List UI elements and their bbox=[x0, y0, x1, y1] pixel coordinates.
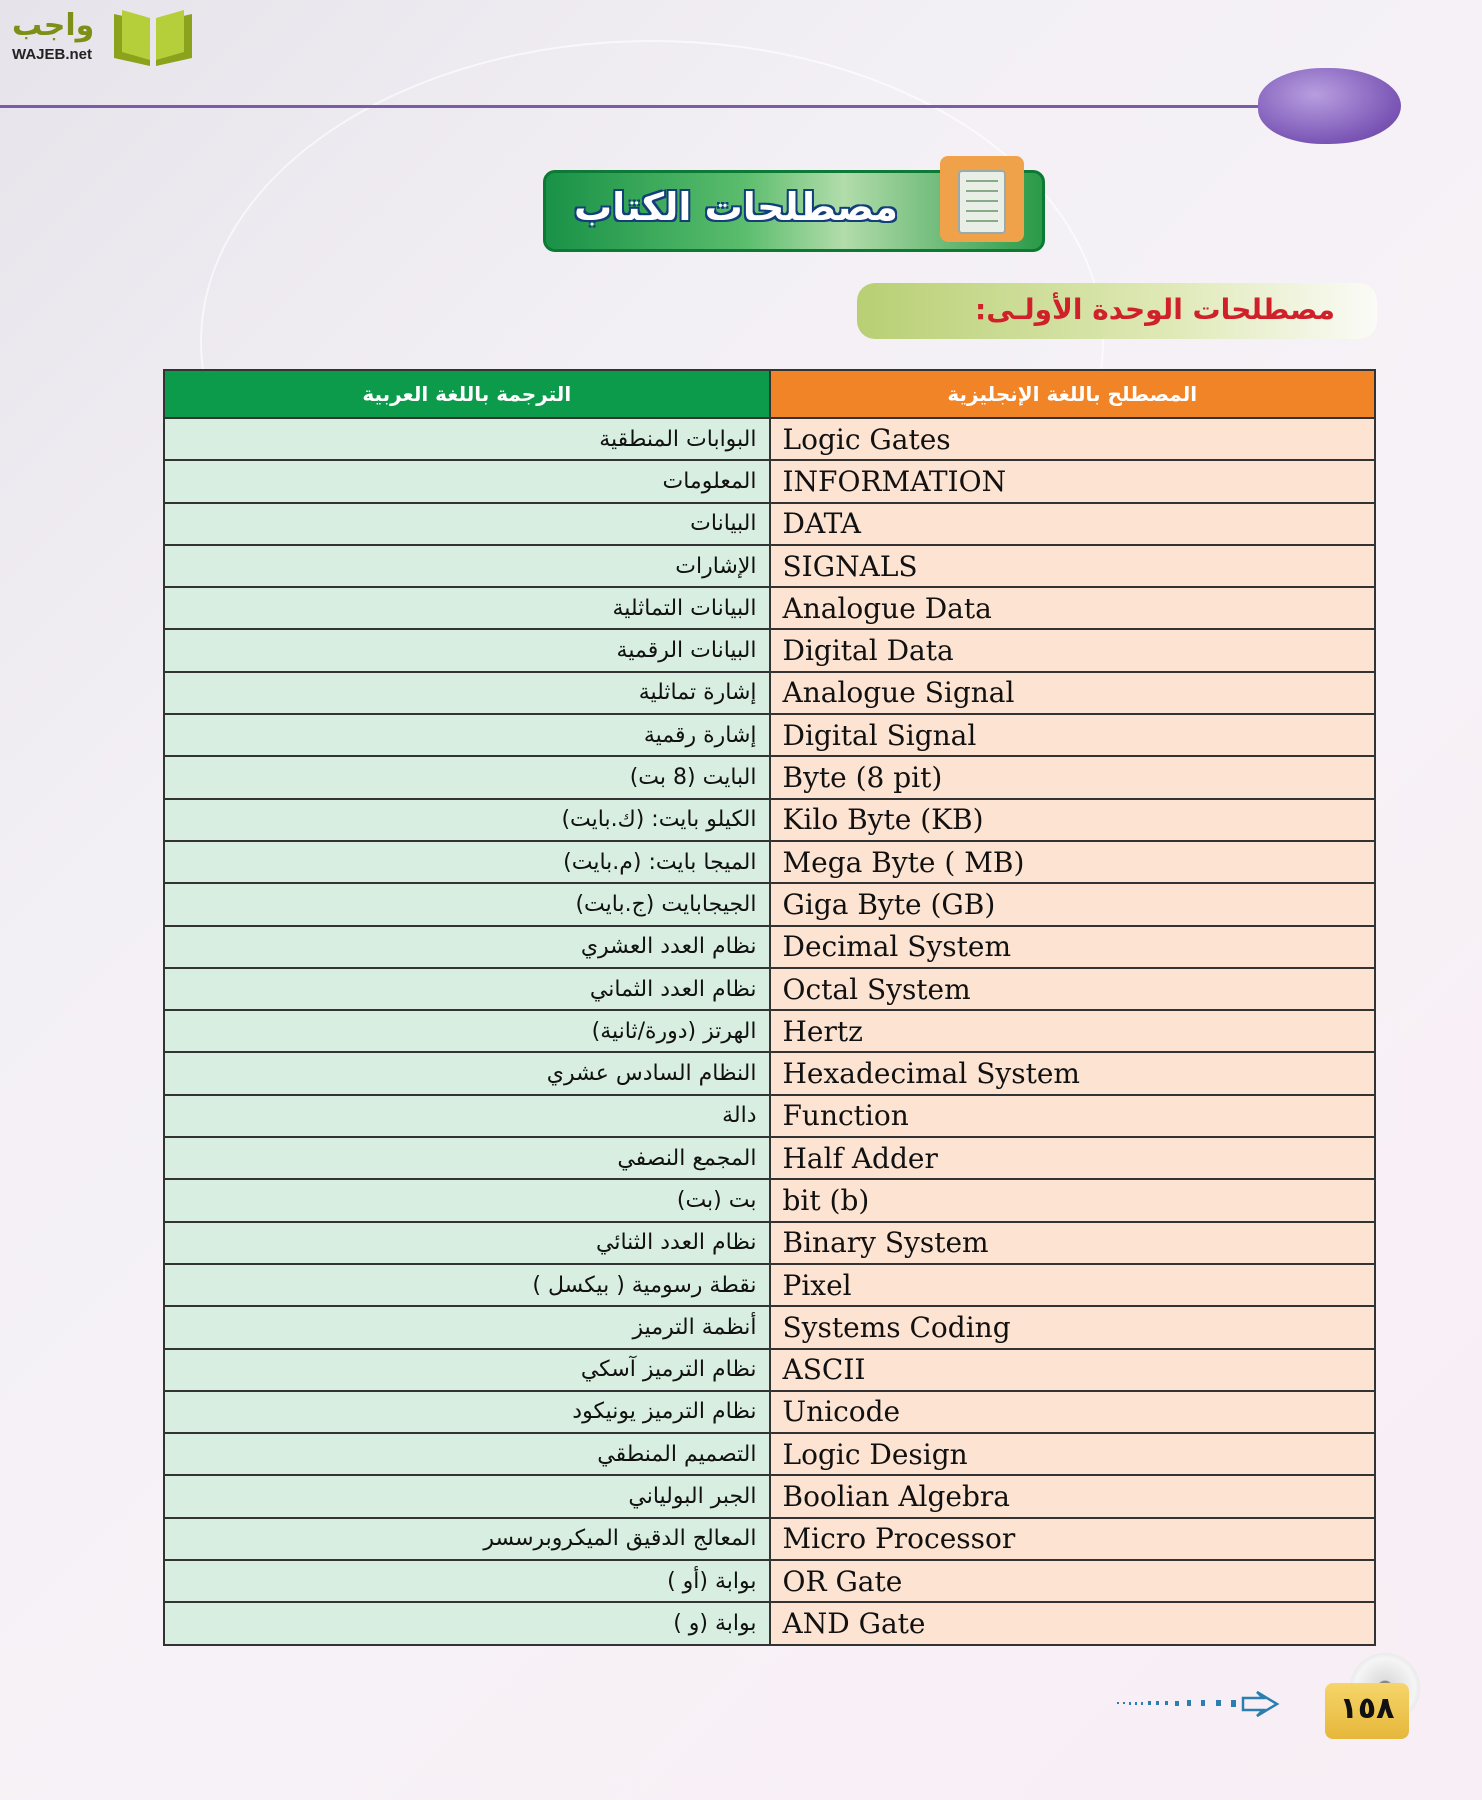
term-english: ASCII bbox=[770, 1349, 1376, 1391]
table-row bbox=[164, 1518, 1375, 1560]
term-english: Kilo Byte (KB) bbox=[770, 799, 1376, 841]
unit-heading: مصطلحات الوحدة الأولـى: bbox=[857, 283, 1377, 339]
table-row bbox=[164, 1095, 1375, 1137]
book-icon bbox=[110, 8, 196, 66]
term-english: Byte (8 pit) bbox=[770, 756, 1376, 798]
term-english: Analogue Signal bbox=[770, 672, 1376, 714]
term-arabic: البايت (8 بت) bbox=[164, 756, 770, 798]
term-arabic: إشارة تماثلية bbox=[164, 672, 770, 714]
term-english: Digital Data bbox=[770, 629, 1376, 671]
term-english: Giga Byte (GB) bbox=[770, 883, 1376, 925]
term-arabic: البوابات المنطقية bbox=[164, 418, 770, 460]
table-row bbox=[164, 545, 1375, 587]
header-english: المصطلح باللغة الإنجليزية bbox=[770, 370, 1376, 418]
term-english: SIGNALS bbox=[770, 545, 1376, 587]
term-arabic: نظام العدد الثنائي bbox=[164, 1222, 770, 1264]
table-header-row bbox=[164, 370, 1375, 418]
term-arabic: نظام الترميز يونيكود bbox=[164, 1391, 770, 1433]
term-english: Hexadecimal System bbox=[770, 1052, 1376, 1094]
term-english: Binary System bbox=[770, 1222, 1376, 1264]
table-row bbox=[164, 1179, 1375, 1221]
term-arabic: نظام الترميز آسكي bbox=[164, 1349, 770, 1391]
table-row bbox=[164, 1222, 1375, 1264]
term-english: bit (b) bbox=[770, 1179, 1376, 1221]
table-row bbox=[164, 1137, 1375, 1179]
mouse-cable bbox=[0, 105, 1260, 108]
table-row bbox=[164, 1433, 1375, 1475]
term-english: DATA bbox=[770, 503, 1376, 545]
term-arabic: إشارة رقمية bbox=[164, 714, 770, 756]
table-row bbox=[164, 756, 1375, 798]
terms-table bbox=[163, 369, 1376, 1646]
table-row bbox=[164, 418, 1375, 460]
term-arabic: أنظمة الترميز bbox=[164, 1306, 770, 1348]
table-row bbox=[164, 926, 1375, 968]
term-arabic: البيانات الرقمية bbox=[164, 629, 770, 671]
term-arabic: التصميم المنطقي bbox=[164, 1433, 770, 1475]
table-row bbox=[164, 883, 1375, 925]
term-english: Micro Processor bbox=[770, 1518, 1376, 1560]
term-english: Digital Signal bbox=[770, 714, 1376, 756]
term-english: Decimal System bbox=[770, 926, 1376, 968]
term-arabic: نظام العدد الثماني bbox=[164, 968, 770, 1010]
term-arabic: المجمع النصفي bbox=[164, 1137, 770, 1179]
term-arabic: الإشارات bbox=[164, 545, 770, 587]
term-english: Mega Byte ( MB) bbox=[770, 841, 1376, 883]
term-arabic: بت (بت) bbox=[164, 1179, 770, 1221]
term-arabic: نقطة رسومية ( بيكسل ) bbox=[164, 1264, 770, 1306]
table-row bbox=[164, 587, 1375, 629]
term-english: Systems Coding bbox=[770, 1306, 1376, 1348]
term-arabic: الميجا بايت: (م.بايت) bbox=[164, 841, 770, 883]
table-row bbox=[164, 460, 1375, 502]
table-row bbox=[164, 503, 1375, 545]
term-english: Unicode bbox=[770, 1391, 1376, 1433]
term-english: Pixel bbox=[770, 1264, 1376, 1306]
table-row bbox=[164, 1475, 1375, 1517]
table-row bbox=[164, 1010, 1375, 1052]
term-arabic: البيانات التماثلية bbox=[164, 587, 770, 629]
table-row bbox=[164, 1560, 1375, 1602]
term-english: INFORMATION bbox=[770, 460, 1376, 502]
term-english: AND Gate bbox=[770, 1602, 1376, 1644]
term-english: Half Adder bbox=[770, 1137, 1376, 1179]
table-row bbox=[164, 629, 1375, 671]
term-arabic: الكيلو بايت: (ك.بايت) bbox=[164, 799, 770, 841]
term-arabic: الهرتز (دورة/ثانية) bbox=[164, 1010, 770, 1052]
table-row bbox=[164, 1602, 1375, 1644]
term-arabic: الجيجابايت (ج.بايت) bbox=[164, 883, 770, 925]
dotted-arrow-icon bbox=[1117, 1690, 1287, 1718]
term-english: Logic Gates bbox=[770, 418, 1376, 460]
term-english: Function bbox=[770, 1095, 1376, 1137]
term-arabic: البيانات bbox=[164, 503, 770, 545]
term-english: OR Gate bbox=[770, 1560, 1376, 1602]
term-arabic: بوابة (و ) bbox=[164, 1602, 770, 1644]
term-arabic: المعالج الدقيق الميكروبرسسر bbox=[164, 1518, 770, 1560]
page-number: ١٥٨ bbox=[1339, 1691, 1395, 1726]
term-arabic: دالة bbox=[164, 1095, 770, 1137]
term-english: Hertz bbox=[770, 1010, 1376, 1052]
wajeb-logo: واجب WAJEB.net bbox=[10, 8, 190, 68]
table-row bbox=[164, 799, 1375, 841]
term-arabic: الجبر البولياني bbox=[164, 1475, 770, 1517]
term-arabic: النظام السادس عشري bbox=[164, 1052, 770, 1094]
clipboard-icon bbox=[940, 156, 1024, 242]
table-row bbox=[164, 1391, 1375, 1433]
term-arabic: نظام العدد العشري bbox=[164, 926, 770, 968]
computer-mouse-icon bbox=[1258, 68, 1401, 144]
term-arabic: المعلومات bbox=[164, 460, 770, 502]
term-english: Octal System bbox=[770, 968, 1376, 1010]
banner-title: مصطلحات الكتاب bbox=[574, 185, 898, 229]
table-row bbox=[164, 1306, 1375, 1348]
table-row bbox=[164, 1264, 1375, 1306]
table-row bbox=[164, 1052, 1375, 1094]
term-english: Analogue Data bbox=[770, 587, 1376, 629]
term-english: Logic Design bbox=[770, 1433, 1376, 1475]
table-row bbox=[164, 841, 1375, 883]
table-row bbox=[164, 968, 1375, 1010]
table-row bbox=[164, 672, 1375, 714]
table-row bbox=[164, 1349, 1375, 1391]
header-arabic: الترجمة باللغة العربية bbox=[164, 370, 770, 418]
term-english: Boolian Algebra bbox=[770, 1475, 1376, 1517]
term-arabic: بوابة (أو ) bbox=[164, 1560, 770, 1602]
page-number-folder bbox=[1325, 1683, 1409, 1739]
table-row bbox=[164, 714, 1375, 756]
